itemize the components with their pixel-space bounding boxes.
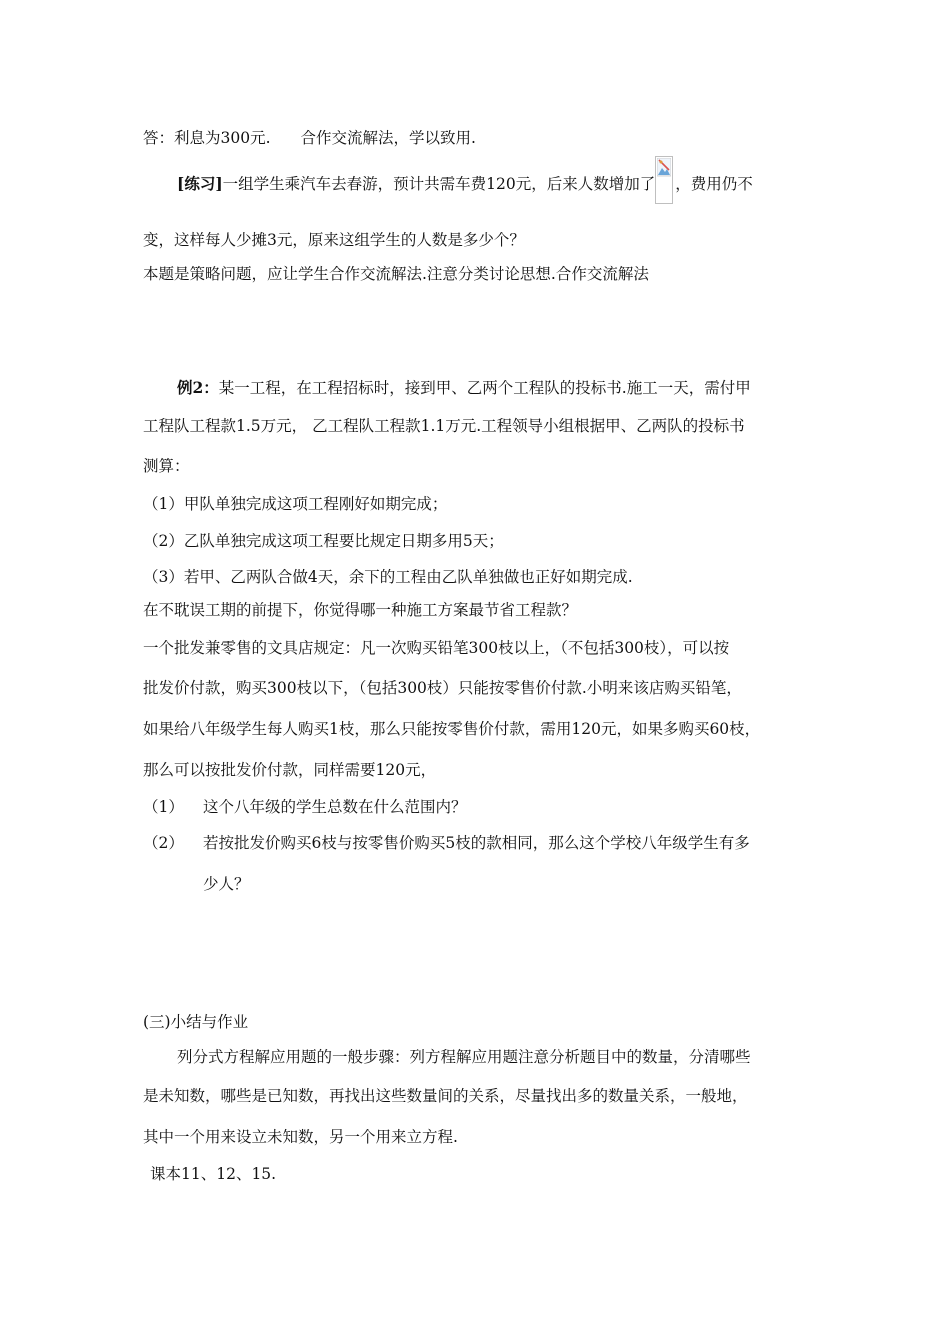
- problem3-q2-number: （2）: [143, 834, 184, 852]
- problem3-line-3: 如果给八年级学生每人购买1枝，那么只能按零售价付款，需用120元，如果多购买60枝，: [143, 720, 761, 738]
- problem3-line-2: 批发价付款，购买300枝以下，（包括300枝）只能按零售价付款.小明来该店购买铅笔，: [143, 679, 742, 697]
- example2-line-2: 工程队工程款1.5万元， 乙工程队工程款1.1万元.工程领导小组根据甲、乙两队的投标书: [143, 417, 745, 435]
- practice-tag: [练习]: [177, 174, 223, 193]
- practice-note: 本题是策略问题，应让学生合作交流解法.注意分类讨论思想.合作交流解法: [143, 265, 649, 283]
- summary-line-3: 其中一个用来设立未知数，另一个用来立方程.: [143, 1128, 458, 1146]
- example2-question: 在不耽误工期的前提下，你觉得哪一种施工方案最节省工程款？: [143, 601, 578, 619]
- broken-image-icon: [655, 156, 673, 204]
- summary-line-1: 列分式方程解应用题的一般步骤：列方程解应用题注意分析题目中的数量，分清哪些: [177, 1048, 751, 1066]
- example2-line-3: 测算：: [143, 457, 190, 475]
- practice-line-2: 变，这样每人少摊3元，原来这组学生的人数是多少个？: [143, 231, 525, 249]
- practice-text-a: 一组学生乘汽车去春游，预计共需车费120元，后来人数增加了: [222, 175, 656, 193]
- problem3-line-4: 那么可以按批发价付款，同样需要120元，: [143, 761, 437, 779]
- example2-item-1: （1）甲队单独完成这项工程刚好如期完成；: [143, 495, 448, 513]
- example2-tag: 例2：: [177, 378, 219, 397]
- summary-line-2: 是未知数，哪些是已知数，再找出这些数量间的关系，尽量找出多的数量关系，一般地，: [143, 1087, 748, 1105]
- example2-text-a: 某一工程，在工程招标时，接到甲、乙两个工程队的投标书.施工一天，需付甲: [218, 379, 751, 397]
- practice-text-b: ，费用仍不: [675, 175, 753, 193]
- example2-item-2: （2）乙队单独完成这项工程要比规定日期多用5天；: [143, 532, 504, 550]
- problem3-line-1: 一个批发兼零售的文具店规定：凡一次购买铅笔300枝以上，（不包括300枝），可以按: [143, 639, 730, 657]
- example2-item-3: （3）若甲、乙两队合做4天，余下的工程由乙队单独做也正好如期完成.: [143, 568, 633, 586]
- summary-title: (三)小结与作业: [143, 1013, 249, 1031]
- problem3-q1-text: 这个八年级的学生总数在什么范围内？: [203, 798, 467, 816]
- answer-text: 答：利息为300元.: [143, 129, 271, 147]
- practice-line-1: [177, 174, 753, 204]
- answer-note: 合作交流解法，学以致用.: [300, 129, 476, 147]
- problem3-q2-text: 若按批发价购买6枝与按零售价购买5枝的款相同，那么这个学校八年级学生有多: [203, 834, 750, 852]
- answer-line: [143, 128, 476, 148]
- example2-line-1: [177, 378, 751, 398]
- homework-line: 课本11、12、15.: [150, 1165, 277, 1183]
- problem3-q1-number: （1）: [143, 798, 184, 816]
- problem3-q2-text-cont: 少人？: [203, 875, 250, 893]
